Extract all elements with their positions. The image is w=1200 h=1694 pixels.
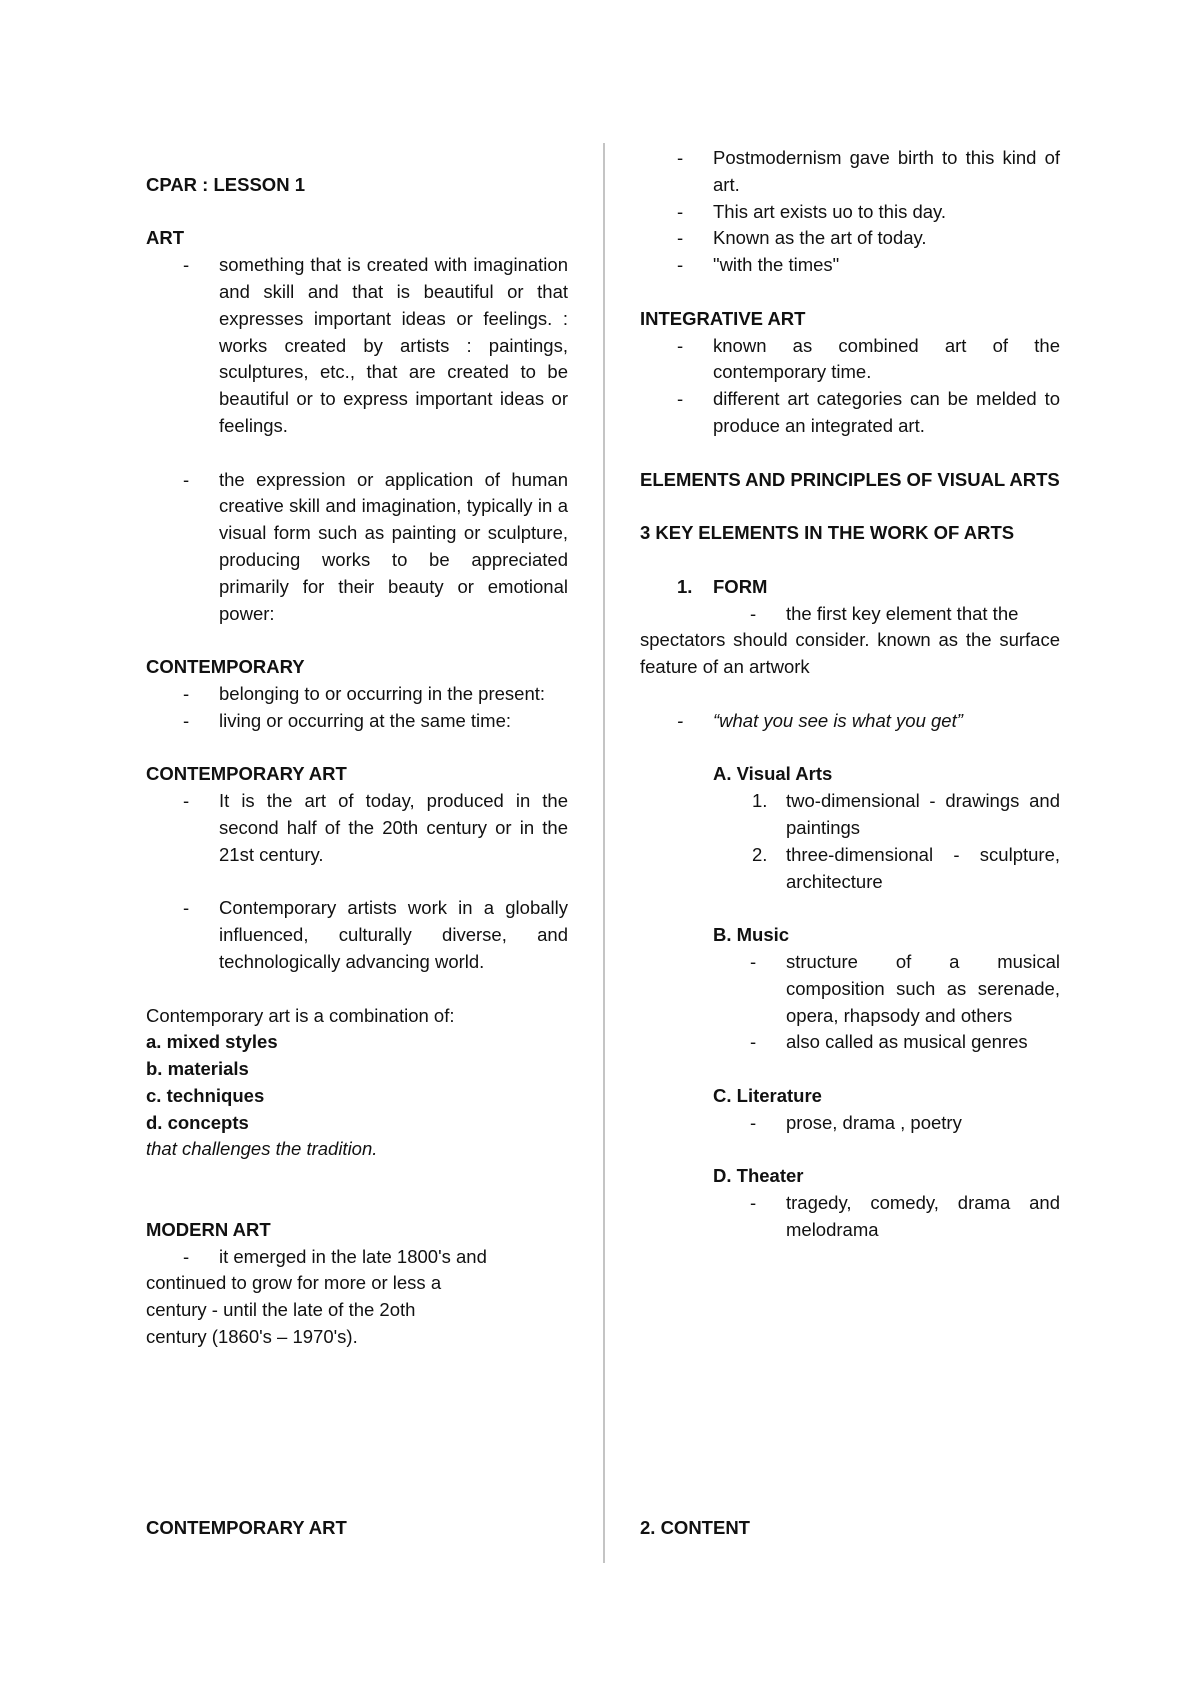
- postmodern-point-4: - "with the times": [640, 252, 1060, 279]
- integrative-point-2: - different art categories can be melded to produce an integrated art.: [640, 386, 1060, 440]
- theater-heading: D. Theater: [713, 1165, 804, 1187]
- key-elements-heading: 3 KEY ELEMENTS IN THE WORK OF ARTS: [640, 522, 1015, 544]
- combination-item: a. mixed styles: [146, 1031, 278, 1053]
- integrative-point-1: - known as combined art of the contemporary time.: [640, 333, 1060, 387]
- combination-item: c. techniques: [146, 1084, 265, 1106]
- modern-art-heading: MODERN ART: [146, 1218, 271, 1240]
- modern-art-line-2: continued to grow for more or less a: [146, 1272, 442, 1294]
- modern-art-line-3: century - until the late of the 2oth: [146, 1299, 416, 1321]
- postmodern-point-3: - Known as the art of today.: [640, 225, 1060, 252]
- contemporary-heading: CONTEMPORARY: [146, 656, 305, 678]
- right-bottom-heading: 2. CONTENT: [640, 1517, 750, 1538]
- visual-arts-item-2: 2. three-dimensional - sculpture, architecture: [752, 843, 1060, 892]
- form-quote: - “what you see is what you get”: [640, 708, 1060, 735]
- contemporary-art-point-2: - Contemporary artists work in a globally influenced, culturally diverse, and technologically advancing world.: [146, 895, 568, 975]
- combination-outro: that challenges the tradition.: [146, 1138, 378, 1160]
- dash-marker: -: [183, 1245, 190, 1267]
- form-definition-first-line: - the first key element that the: [640, 601, 1060, 628]
- music-point-1: - structure of a musical composition such as serenade, opera, rhapsody and others: [640, 949, 1060, 1029]
- modern-art-line-1: - it emerged in the late 1800's and: [146, 1244, 568, 1271]
- left-column: [146, 145, 568, 1351]
- literature-heading: C. Literature: [713, 1084, 822, 1106]
- column-divider: [603, 143, 605, 1563]
- theater-point-1: - tragedy, comedy, drama and melodrama: [640, 1190, 1060, 1244]
- visual-arts-item-1: 1. two-dimensional - drawings and paintings: [752, 790, 1060, 838]
- art-definition-2: - the expression or application of human creative skill and imagination, typically in a visual form such as painting or sculpture, producing works to be appreciated primarily for their beauty or emotional power:: [146, 467, 568, 628]
- visual-arts-heading: A. Visual Arts: [713, 763, 833, 785]
- elements-heading: ELEMENTS AND PRINCIPLES OF VISUAL ARTS: [640, 468, 1060, 490]
- contemporary-art-point-1: - It is the art of today, produced in the second half of the 20th century or in the 21st century.: [146, 788, 568, 868]
- art-heading: ART: [146, 227, 185, 249]
- combination-intro: Contemporary art is a combination of:: [146, 1004, 455, 1026]
- combination-item: d. concepts: [146, 1111, 249, 1133]
- combination-item: b. materials: [146, 1058, 249, 1080]
- art-definition-1: - something that is created with imagination and skill and that is beautiful or that expresses important ideas or feelings. : works created by artists : paintings, sculptures, etc., that are created to be beautiful or to express important ideas or feelings.: [146, 252, 568, 440]
- right-column: [640, 145, 1060, 1244]
- form-definition-rest: spectators should consider. known as the surface feature of an artwork: [640, 629, 1060, 678]
- modern-art-line-4: century (1860's – 1970's).: [146, 1326, 358, 1348]
- contemporary-definition-1: - belonging to or occurring in the present:: [146, 681, 568, 708]
- music-heading: B. Music: [713, 924, 790, 946]
- left-bottom-heading: CONTEMPORARY ART: [146, 1517, 347, 1538]
- dash-marker: -: [750, 602, 757, 624]
- postmodern-point-2: - This art exists uo to this day.: [640, 199, 1060, 226]
- form-heading: 1. FORM: [677, 575, 768, 597]
- literature-point-1: - prose, drama , poetry: [640, 1110, 1060, 1137]
- music-point-2: - also called as musical genres: [640, 1029, 1060, 1056]
- contemporary-definition-2: - living or occurring at the same time:: [146, 708, 568, 735]
- lesson-title: CPAR : LESSON 1: [146, 173, 305, 195]
- postmodern-point-1: - Postmodernism gave birth to this kind of art.: [640, 145, 1060, 199]
- integrative-art-heading: INTEGRATIVE ART: [640, 307, 806, 329]
- contemporary-art-heading: CONTEMPORARY ART: [146, 763, 347, 785]
